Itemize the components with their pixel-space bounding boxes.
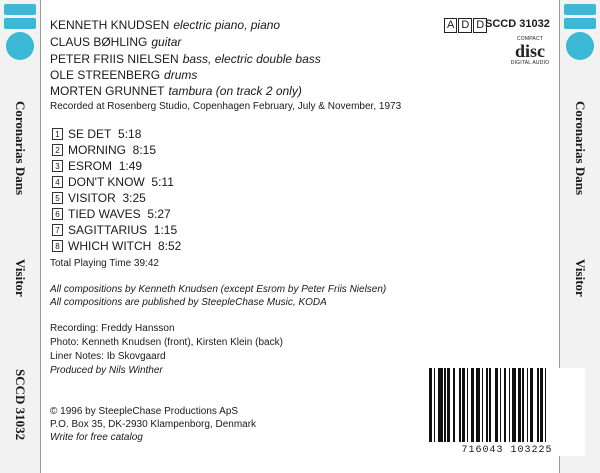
producer-credit: Produced by Nils Winther [50, 365, 163, 376]
left-spine [0, 0, 41, 473]
track-row: 7 SAGITTARIUS 1:15 [52, 222, 181, 238]
publishing-note: All compositions are published by SteepleChase Music, KODA [50, 297, 327, 308]
track-row: 1 SE DET 5:18 [52, 126, 181, 142]
catalog-number: SCCD 31032 [485, 18, 550, 30]
steeplechase-logo-icon [4, 4, 36, 60]
spine-subtitle: Visitor [13, 259, 28, 297]
add-code-badge: A D D [444, 18, 487, 33]
musician: OLE STREENBERG drums [50, 68, 198, 82]
recording-credit: Recording: Freddy Hansson [50, 323, 175, 334]
barcode [429, 368, 585, 456]
track-row: 3 ESROM 1:49 [52, 158, 181, 174]
spine-catalog: SCCD 31032 [13, 369, 28, 441]
musician: CLAUS BØHLING guitar [50, 35, 182, 49]
barcode-number: 716043 103225 [461, 445, 553, 456]
liner-notes-credit: Liner Notes: Ib Skovgaard [50, 351, 166, 362]
track-row: 6 TIED WAVES 5:27 [52, 206, 181, 222]
track-row: 8 WHICH WITCH 8:52 [52, 238, 181, 254]
barcode-bars-icon [429, 368, 585, 442]
track-row: 4 DON'T KNOW 5:11 [52, 174, 181, 190]
spine-title: Coronarias Dans [13, 100, 28, 196]
recording-info: Recorded at Rosenberg Studio, Copenhagen February, July & November, 1973 [50, 101, 402, 112]
steeplechase-logo-icon [564, 4, 596, 60]
musician: KENNETH KNUDSEN electric piano, piano [50, 18, 281, 32]
address: P.O. Box 35, DK-2930 Klampenborg, Denmark [50, 419, 257, 430]
catalog-note: Write for free catalog [50, 432, 143, 443]
composition-note: All compositions by Kenneth Knudsen (except Esrom by Peter Friis Nielsen) [50, 284, 387, 295]
copyright: © 1996 by SteepleChase Productions ApS [50, 406, 239, 417]
compact-disc-logo-icon: COMPACT disc DIGITAL AUDIO [510, 36, 550, 66]
photo-credit: Photo: Kenneth Knudsen (front), Kirsten Klein (back) [50, 337, 283, 348]
total-playing-time: Total Playing Time 39:42 [50, 258, 159, 269]
track-list [52, 126, 181, 254]
spine-subtitle: Visitor [573, 259, 588, 297]
track-row: 5 VISITOR 3:25 [52, 190, 181, 206]
musician: MORTEN GRUNNET tambura (on track 2 only) [50, 84, 302, 98]
spine-title: Coronarias Dans [573, 100, 588, 196]
musician: PETER FRIIS NIELSEN bass, electric double bass [50, 52, 321, 66]
track-row: 2 MORNING 8:15 [52, 142, 181, 158]
